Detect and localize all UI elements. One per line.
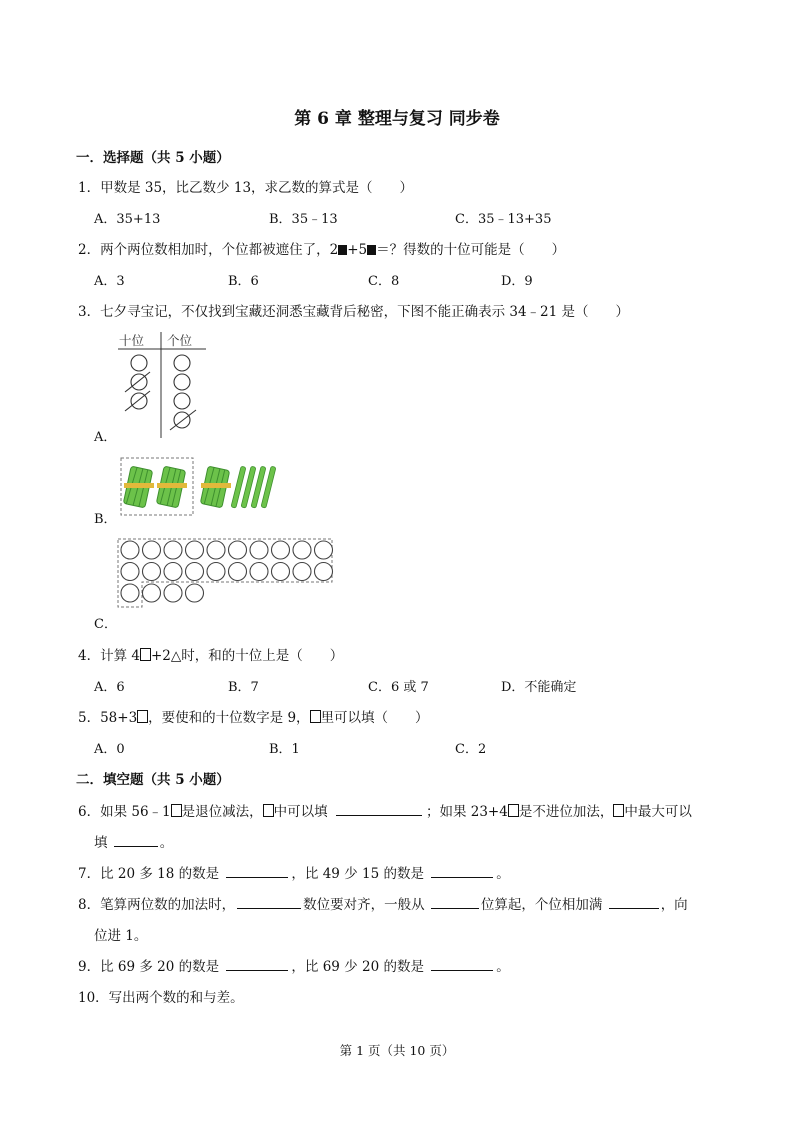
blank-box-icon (508, 804, 519, 817)
q2-option-c[interactable]: C．8 (368, 274, 400, 289)
counter-circle (186, 563, 204, 581)
q3-option-b-label[interactable]: B． (94, 512, 117, 527)
counter-circle (207, 563, 225, 581)
q5-stem-part-a: 5．58+3 (78, 710, 138, 726)
q4-option-a[interactable]: A．6 (94, 680, 125, 695)
q6-answer-blank-1[interactable] (336, 803, 422, 816)
page-footer: 第 1 页（共 10 页） (339, 1043, 455, 1058)
hidden-digit-box-icon (338, 245, 347, 255)
blank-box-icon (171, 804, 182, 817)
blank-box-icon (310, 710, 321, 723)
q1-option-c[interactable]: C．35﹣13+35 (455, 212, 552, 227)
q6-line-2 (94, 831, 173, 851)
q10-stem: 10．写出两个数的和与差。 (78, 990, 244, 1006)
cross-out-mark (125, 372, 150, 392)
counter-circle (164, 541, 182, 559)
hidden-digit-box-icon (367, 245, 376, 255)
counter-circle (164, 563, 182, 581)
q6-text-f: 中最大可以 (624, 804, 692, 820)
q3-option-a-label[interactable]: A． (94, 430, 117, 445)
counter-circle (207, 541, 225, 559)
q4-stem-part-b: +2△时，和的十位上是（ ） (150, 648, 344, 664)
q4-option-b[interactable]: B．7 (228, 680, 259, 695)
blank-box-icon (137, 710, 148, 723)
q7-answer-blank-2[interactable] (431, 865, 493, 878)
q2-option-d[interactable]: D．9 (501, 274, 533, 289)
q8-text-d: ，向 (660, 897, 688, 913)
stick-bundle-1 (123, 466, 154, 508)
counter-circle (121, 563, 139, 581)
blank-box-icon (613, 804, 624, 817)
q6-text-g: 填 (94, 835, 108, 851)
q9-text-c: 。 (496, 959, 510, 975)
counter-circle (121, 584, 139, 602)
stick-bundles-picture (118, 456, 288, 518)
q8-line-1 (78, 893, 688, 913)
q7-text-b: ，比 49 少 15 的数是 (291, 866, 424, 882)
circle-grid (121, 541, 333, 602)
q5-stem-part-b: ，要使和的十位数字是 9， (148, 710, 310, 726)
q2-stem-part-a: 2．两个两位数相加时，个位都被遮住了，2 (78, 242, 339, 258)
q4-option-c[interactable]: C．6 或 7 (368, 680, 429, 695)
q6-answer-blank-2[interactable] (114, 834, 158, 847)
ones-bead (174, 374, 190, 390)
counter-circle (186, 584, 204, 602)
q3-option-c-label[interactable]: C． (94, 617, 117, 632)
q8-text-a: 8．笔算两位数的加法时， (78, 897, 236, 913)
section-fill-heading: 二．填空题（共 5 小题） (76, 772, 230, 788)
q8-answer-blank-3[interactable] (609, 896, 659, 909)
place-value-chart (114, 330, 214, 440)
counter-circle (164, 584, 182, 602)
counter-circle (272, 541, 290, 559)
q2-stem-part-b: +5 (347, 242, 368, 258)
q4-stem (78, 644, 343, 664)
q8-answer-blank-1[interactable] (237, 896, 301, 909)
counter-circle (186, 541, 204, 559)
q7-line (78, 862, 510, 882)
counter-circle (143, 541, 161, 559)
counter-circle (229, 541, 247, 559)
counter-circle (315, 563, 333, 581)
q1-option-a[interactable]: A．35+13 (94, 212, 161, 227)
q8-text-b: 数位要对齐，一般从 (303, 897, 425, 913)
q9-answer-blank-2[interactable] (431, 958, 493, 971)
q6-text-h: 。 (159, 835, 174, 851)
circle-grid-picture (116, 536, 336, 628)
q3-stem: 3．七夕寻宝记，不仅找到宝藏还洞悉宝藏背后秘密，下图不能正确表示 34﹣21 是（ ） (78, 304, 630, 320)
q1-stem: 1．甲数是 35，比乙数少 13，求乙数的算式是（ ） (78, 180, 414, 196)
counter-circle (272, 563, 290, 581)
counter-circle (250, 541, 268, 559)
q9-text-b: ，比 69 少 20 的数是 (291, 959, 424, 975)
q1-option-b[interactable]: B．35﹣13 (269, 212, 338, 227)
q6-line-1 (78, 800, 692, 820)
q6-text-d: ；如果 23+4 (425, 804, 508, 820)
page-title: 第 6 章 整理与复习 同步卷 (294, 109, 500, 129)
blank-box-icon (140, 648, 151, 661)
counter-circle (121, 541, 139, 559)
q6-text-c: 中可以填 (273, 804, 328, 820)
ones-bead (174, 393, 190, 409)
q5-option-a[interactable]: A．0 (94, 742, 125, 757)
q5-stem (78, 706, 429, 726)
q8-text-c: 位算起，个位相加满 (480, 897, 603, 913)
q6-text-e: 是不进位加法， (518, 804, 614, 820)
q4-option-d[interactable]: D．不能确定 (501, 680, 577, 695)
q2-option-a[interactable]: A．3 (94, 274, 125, 289)
q5-option-c[interactable]: C．2 (455, 742, 487, 757)
q6-text-a: 6．如果 56﹣1 (78, 804, 171, 820)
q8-answer-blank-2[interactable] (431, 896, 479, 909)
place-tens-header: 十位 (119, 333, 145, 348)
q9-line (78, 955, 510, 975)
counter-circle (315, 541, 333, 559)
stick-bundle-2 (156, 466, 187, 508)
q2-option-b[interactable]: B．6 (228, 274, 259, 289)
q9-answer-blank-1[interactable] (226, 958, 288, 971)
counter-circle (143, 584, 161, 602)
blank-box-icon (263, 804, 274, 817)
q5-stem-part-c: 里可以填（ ） (320, 710, 429, 726)
q5-option-b[interactable]: B．1 (269, 742, 300, 757)
counter-circle (229, 563, 247, 581)
cross-out-mark (125, 391, 150, 411)
stick-bundle-3 (200, 466, 231, 508)
q7-text-c: 。 (496, 866, 510, 882)
q6-text-b: 是退位减法， (181, 804, 263, 820)
counter-circle (250, 563, 268, 581)
q7-answer-blank-1[interactable] (226, 865, 288, 878)
q8-line-2: 位进 1。 (94, 928, 148, 944)
q9-text-a: 9．比 69 多 20 的数是 (78, 959, 220, 975)
ones-bead (174, 355, 190, 371)
counter-circle (293, 563, 311, 581)
q7-text-a: 7．比 20 多 18 的数是 (78, 866, 220, 882)
counter-circle (143, 563, 161, 581)
tens-bead (131, 355, 147, 371)
q2-stem (78, 238, 565, 258)
section-choice-heading: 一．选择题（共 5 小题） (76, 150, 230, 166)
q2-stem-part-c: ＝？得数的十位可能是（ ） (376, 242, 566, 258)
place-ones-header: 个位 (167, 333, 193, 348)
q4-stem-part-a: 4．计算 4 (78, 648, 140, 664)
counter-circle (293, 541, 311, 559)
